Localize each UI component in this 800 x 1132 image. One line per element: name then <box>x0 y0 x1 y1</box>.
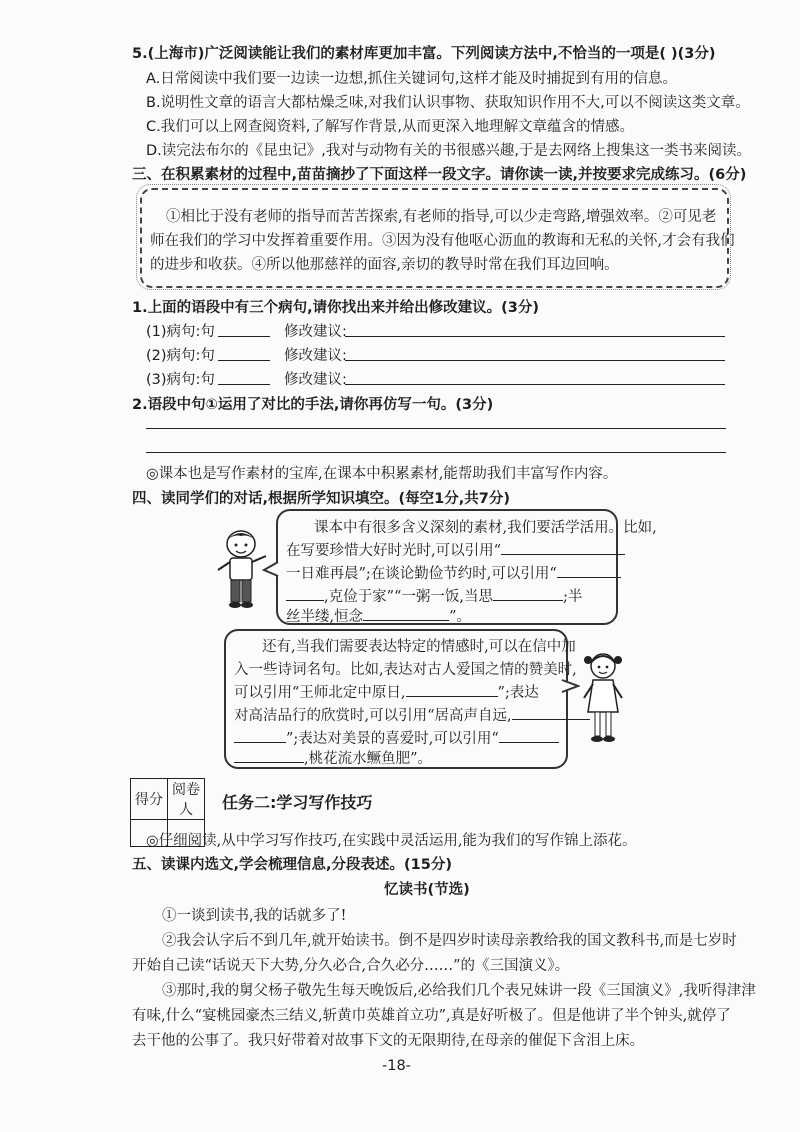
sick-row-label: (3)病句:句 <box>146 372 215 388</box>
answer-line-2[interactable] <box>146 452 726 453</box>
section4-points: (每空1分,共7分) <box>398 491 510 507</box>
bubble2-text: 可以引用“王师北定中原日, <box>234 685 406 701</box>
article-line-2: ②我会认字后不到几年,就开始读书。倒不是四岁时读母亲教给我的国文教科书,而是七岁时 <box>162 933 737 949</box>
bubble1-line-1: 课本中有很多含义深刻的素材,我们要活学活用。比如, <box>314 520 657 536</box>
grader-header: 阅卷人 <box>168 779 205 820</box>
advice-blank[interactable] <box>345 336 725 337</box>
sick-row-blank[interactable] <box>218 360 270 361</box>
passage-line-1: ①相比于没有老师的指导而苦苦探索,有老师的指导,可以少走弯路,增强效率。②可见老 <box>166 209 717 225</box>
advice-blank[interactable] <box>345 384 725 385</box>
article-line-3: 开始自己读“话说天下大势,分久必合,合久必分……”的《三国演义》。 <box>132 958 570 974</box>
bubble2-line-4 <box>234 704 590 725</box>
section5-title: 五、读课内选文,学会梳理信息,分段表述。(15分) <box>132 857 452 873</box>
bubble1-line-2 <box>286 539 625 560</box>
article-line-4: ③那时,我的舅父杨子敬先生每天晚饭后,必给我们几个表兄妹讲一段《三国演义》,我听得津津 <box>162 983 756 999</box>
bubble1-line-4 <box>286 585 582 606</box>
q5-option-d: D.读完法布尔的《昆虫记》,我对与动物有关的书很感兴趣,于是去网络上搜集这一类书来阅读。 <box>146 143 751 159</box>
bubble2-line-1: 还有,当我们需要表达特定的情感时,可以在信中加 <box>262 639 576 655</box>
sick-row-label: (2)病句:句 <box>146 348 215 364</box>
blank-5[interactable] <box>363 606 449 621</box>
sick-row-blank[interactable] <box>218 384 270 385</box>
bubble1-line-3 <box>286 562 621 583</box>
girl-illustration <box>578 650 628 750</box>
tip-2: ◎仔细阅读,从中学习写作技巧,在实践中灵活运用,能为我们的写作锦上添花。 <box>146 833 637 849</box>
blank-9[interactable] <box>499 728 559 743</box>
page-number: -18- <box>382 1058 411 1074</box>
bubble1-text: 在写要珍惜大好时光时,可以引用“ <box>286 543 502 559</box>
blank-3[interactable] <box>286 586 324 601</box>
blank-8[interactable] <box>234 728 286 743</box>
bubble1-line-5 <box>286 605 471 626</box>
bubble1-text: ,克俭于家”“一粥一饭,当思 <box>324 589 494 605</box>
advice-blank[interactable] <box>345 360 725 361</box>
q5-option-a: A.日常阅读中我们要一边读一边想,抓住关键词句,这样才能及时捕捉到有用的信息。 <box>146 71 677 87</box>
section4-title <box>132 487 510 508</box>
bubble2-text: ”;表达 <box>497 685 539 701</box>
bubble2-line-6 <box>234 747 432 768</box>
bubble1-text: 一日难再晨”;在谈论勤俭节约时,可以引用“ <box>286 566 557 582</box>
sick-row-advice: 修改建议: <box>284 348 347 364</box>
bubble1-semicolon: ;半 <box>563 589 583 605</box>
blank-6[interactable] <box>406 682 498 697</box>
blank-1[interactable] <box>501 540 625 555</box>
bubble1-text: 丝半缕,恒念 <box>286 609 364 625</box>
bubble2-text: 对高洁品行的欣赏时,可以引用“居高声自远, <box>234 708 512 724</box>
sick-row-advice: 修改建议: <box>284 324 347 340</box>
blank-4[interactable] <box>493 586 563 601</box>
section3-title: 三、在积累素材的过程中,苗苗摘抄了下面这样一段文字。请你读一读,并按要求完成练习。(6分) <box>132 167 747 183</box>
bubble2-line-2: 入一些诗词名句。比如,表达对古人爱国之情的赞美时, <box>234 662 577 678</box>
bubble2-line-3 <box>234 681 539 702</box>
q5-option-b: B.说明性文章的语言大都枯燥乏味,对我们认识事物、获取知识作用不大,可以不阅读这类文章。 <box>146 95 750 111</box>
passage-line-3: 的进步和收获。④所以他那慈祥的面容,亲切的教导时常在我们耳边回响。 <box>150 257 619 273</box>
passage-line-2: 师在我们的学习中发挥着重要作用。③因为没有他呕心沥血的教诲和无私的关怀,才会有我们 <box>150 233 735 249</box>
bubble2-line-5 <box>234 727 559 748</box>
bubble-tail-icon <box>560 678 580 696</box>
section3-q1: 1.上面的语段中有三个病句,请你找出来并给出修改建议。(3分) <box>132 300 539 316</box>
bubble2-text: ,桃花流水鳜鱼肥”。 <box>304 751 433 767</box>
article-line-5: 有味,什么“宴桃园豪杰三结义,斩黄巾英雄首立功”,真是好听极了。但是他讲了半个钟头,就停了 <box>132 1008 731 1024</box>
tip-1: ◎课本也是写作素材的宝库,在课本中积累素材,能帮助我们丰富写作内容。 <box>146 466 618 482</box>
section4-title-text: 四、读同学们的对话,根据所学知识填空。 <box>132 491 399 507</box>
bubble1-text: ”。 <box>449 609 472 625</box>
q5-stem: 5.(上海市)广泛阅读能让我们的素材库更加丰富。下列阅读方法中,不恰当的一项是( )(3分) <box>132 46 716 62</box>
article-title: 忆读书(节选) <box>384 882 470 898</box>
answer-line-1[interactable] <box>146 428 726 429</box>
score-header: 得分 <box>131 779 168 820</box>
section3-q2: 2.语段中句①运用了对比的手法,请你再仿写一句。(3分) <box>132 397 494 413</box>
blank-10[interactable] <box>234 748 304 763</box>
sick-row-blank[interactable] <box>218 336 270 337</box>
sick-row-label: (1)病句:句 <box>146 324 215 340</box>
sick-row-advice: 修改建议: <box>284 372 347 388</box>
blank-2[interactable] <box>557 563 621 578</box>
q5-option-c: C.我们可以上网查阅资料,了解写作背景,从而更深入地理解文章蕴含的情感。 <box>146 119 634 135</box>
article-line-1: ①一谈到读书,我的话就多了! <box>162 908 347 924</box>
bubble-tail-icon <box>262 560 280 578</box>
task2-heading: 任务二:学习写作技巧 <box>222 793 373 812</box>
bubble2-text: ”;表达对美景的喜爱时,可以引用“ <box>286 731 499 747</box>
article-line-6: 去干他的公事了。我只好带着对故事下文的无限期待,在母亲的催促下含泪上床。 <box>132 1033 645 1049</box>
